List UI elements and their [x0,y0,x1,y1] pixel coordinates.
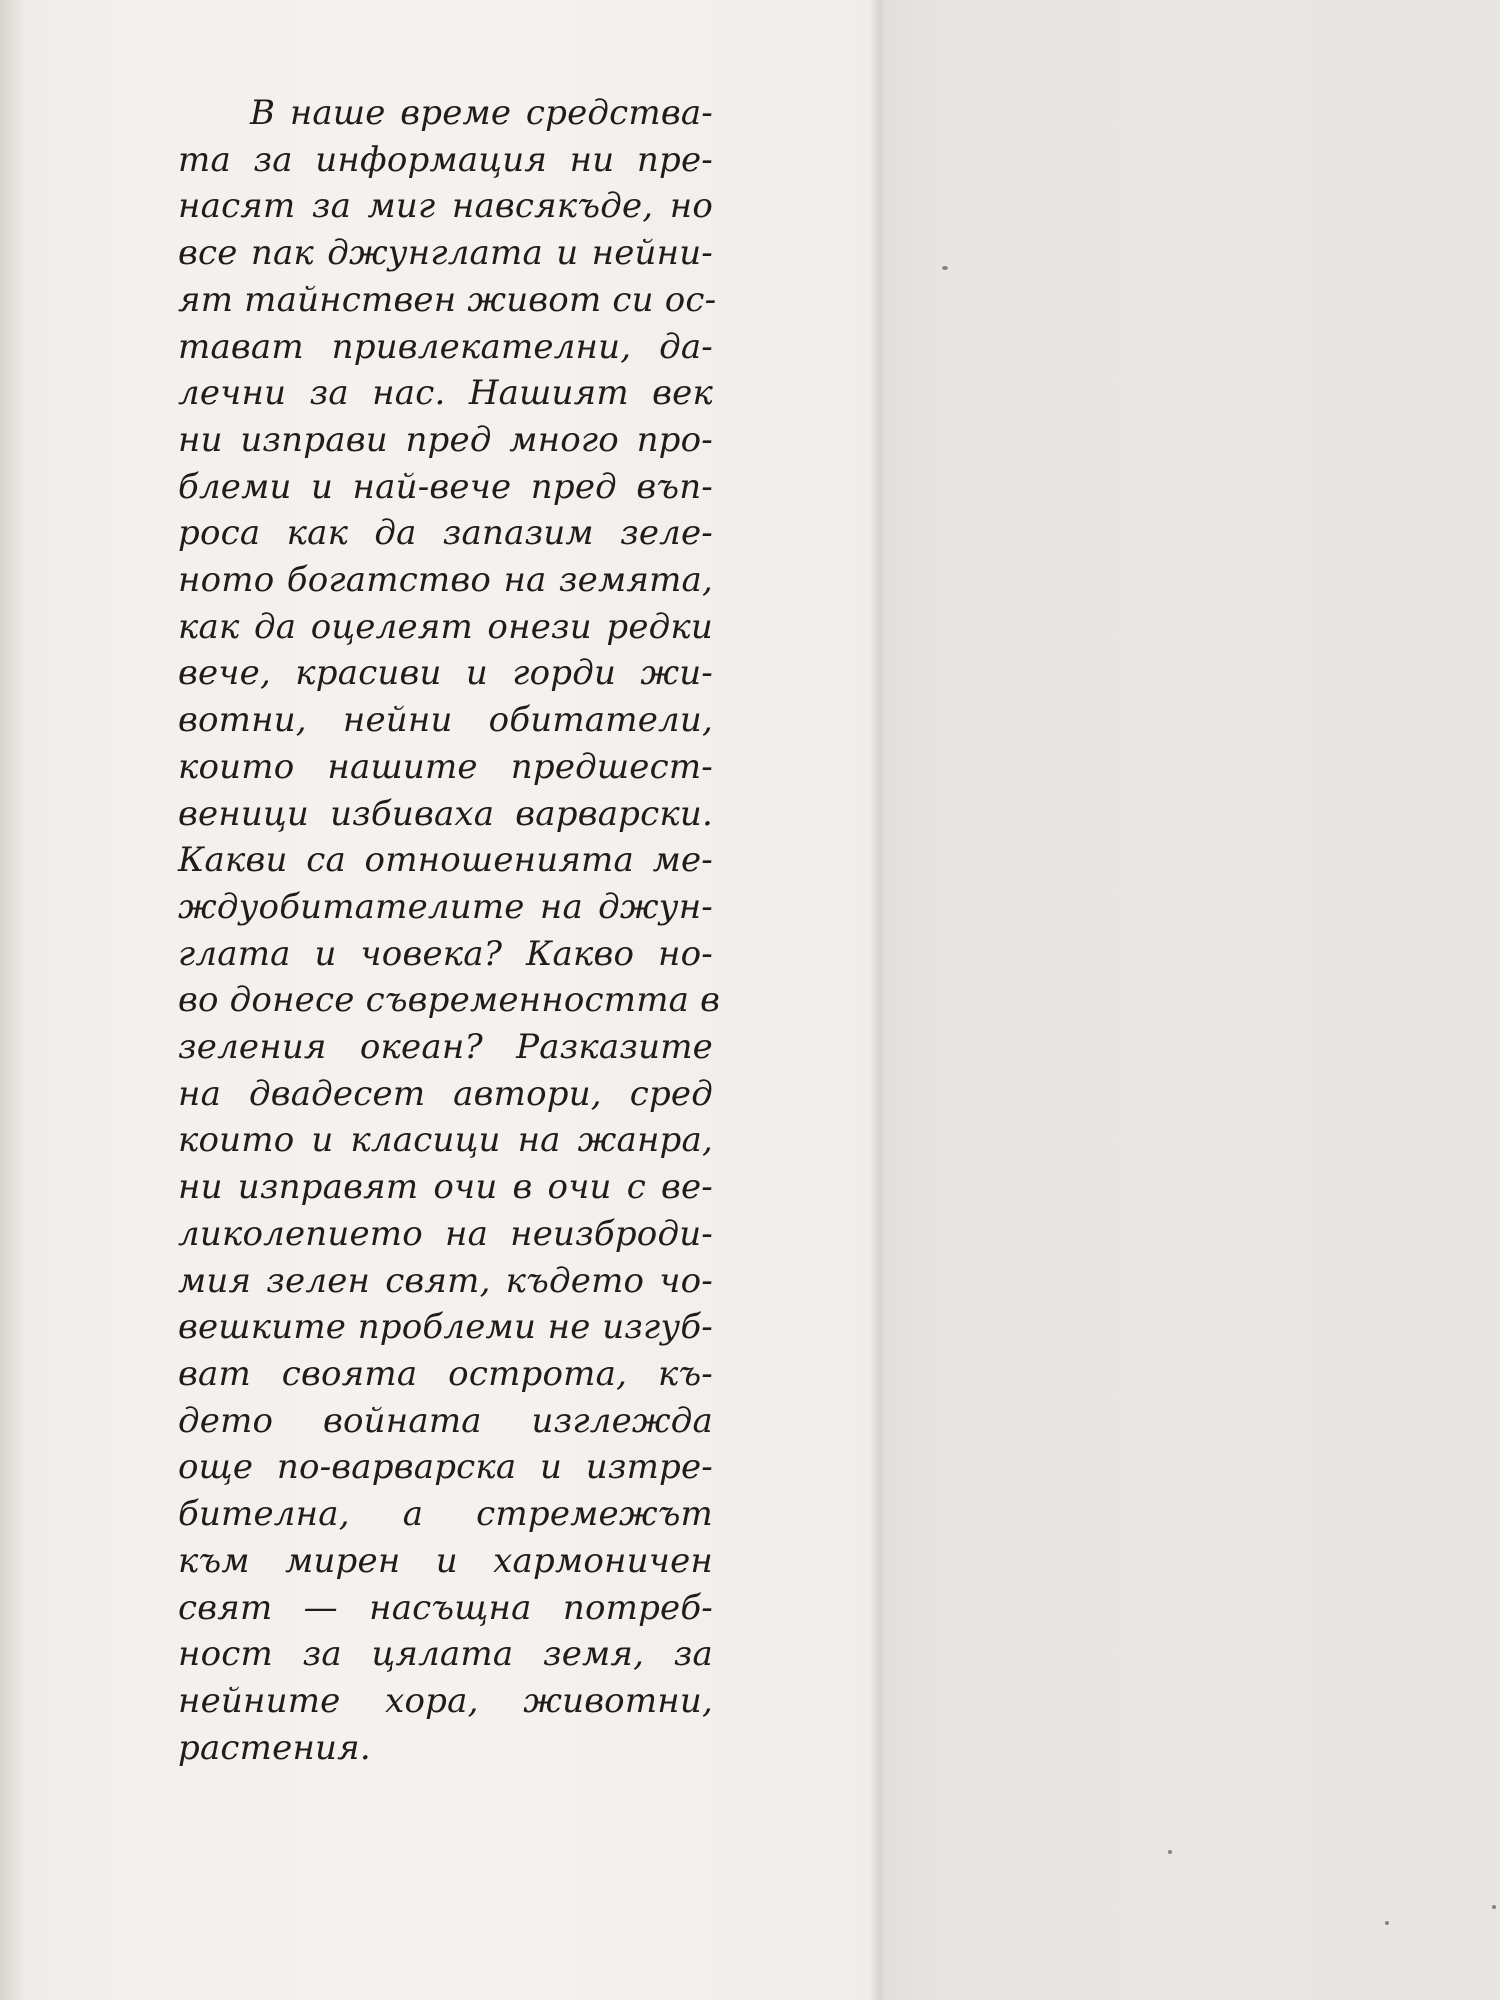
text-line: още по-варварска и изтре- [178,1447,713,1488]
left-edge-shadow [0,0,26,2000]
text-line: тават привлекателни, да- [178,326,713,367]
text-line: ното богатство на земята, [178,560,713,601]
text-line: глата и човека? Какво но- [178,933,713,974]
text-line: зеления океан? Разказите [178,1027,713,1068]
text-line: вече, красиви и горди жи- [178,653,713,694]
text-line: лечни за нас. Нашият век [178,373,713,414]
text-line: нейните хора, животни, [178,1680,713,1721]
text-line: които и класици на жанра, [178,1120,713,1161]
text-line: ждуобитателите на джун- [178,886,713,927]
text-line: дето войната изглежда [178,1400,713,1441]
right-page [888,0,1500,2000]
text-line: В наше време средства- [250,93,713,133]
paper-speck [942,266,948,270]
text-line: роса как да запазим зеле- [178,513,713,554]
text-line: как да оцелеят онези редки [178,606,713,647]
text-line: ни изправят очи в очи с ве- [178,1167,713,1208]
text-line: вотни, нейни обитатели, [178,700,713,741]
text-line: та за информация ни пре- [178,139,713,180]
text-line: които нашите предшест- [178,746,713,787]
paper-speck [1492,1905,1496,1909]
text-line: Какви са отношенията ме- [178,840,713,881]
text-line: насят за миг навсякъде, но [178,186,713,227]
text-line: на двадесет автори, сред [178,1073,713,1114]
text-line: бителна, а стремежът [178,1494,713,1535]
text-line: ликолепието на неизброди- [178,1213,713,1254]
text-line: вешките проблеми не изгуб- [178,1307,713,1348]
text-block [178,90,721,1771]
text-line: блеми и най-вече пред въп- [178,466,713,507]
paper-speck [1168,1850,1172,1854]
text-line: ят тайнствен живот си ос- [178,279,717,320]
text-line: ност за цялата земя, за [178,1634,713,1675]
text-line: мия зелен свят, където чо- [178,1260,713,1301]
page-fold [870,0,890,2000]
text-line: растения. [178,1727,371,1768]
text-line: веници избиваха варварски. [178,793,713,834]
text-line: ни изправи пред много про- [178,419,713,460]
text-line: все пак джунглата и нейни- [178,233,713,274]
text-line: во донесе съвременността в [178,980,721,1021]
text-line: ват своята острота, къ- [178,1353,713,1394]
text-line: към мирен и хармоничен [178,1540,713,1581]
paper-speck [1385,1921,1389,1925]
text-line: свят — насъщна потреб- [178,1587,713,1628]
